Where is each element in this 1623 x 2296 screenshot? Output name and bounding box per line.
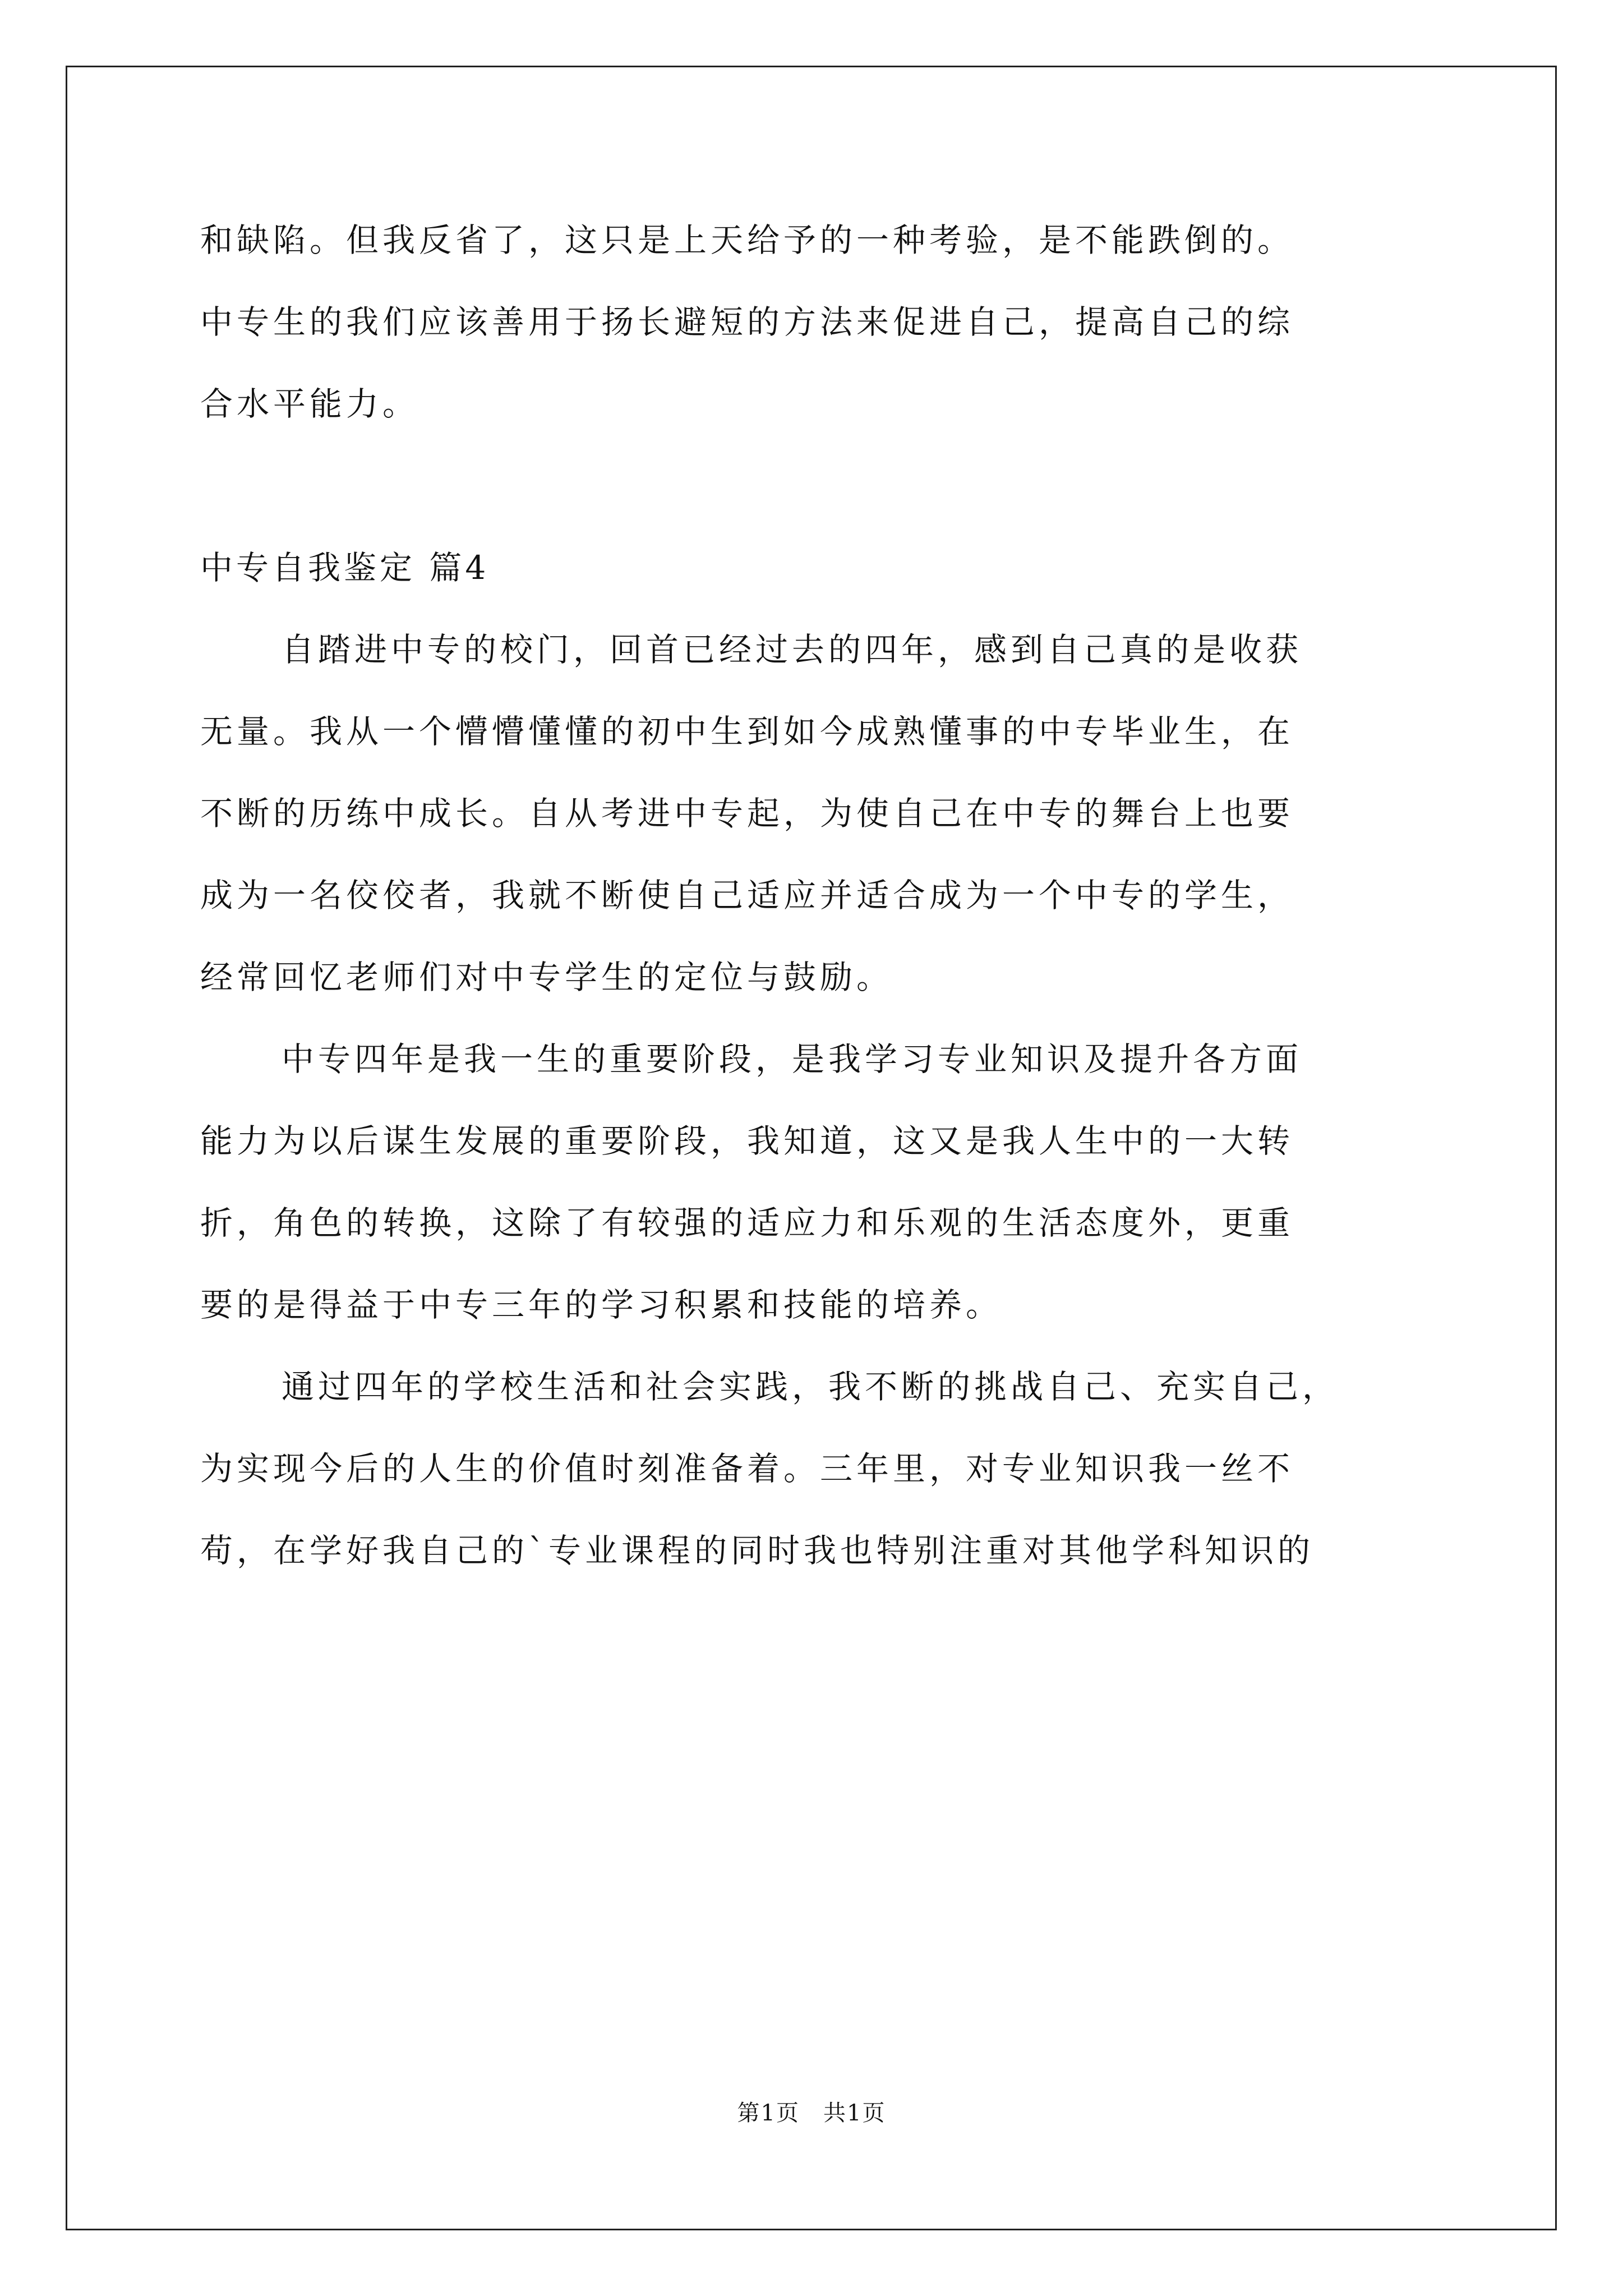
text-line: 和缺陷。但我反省了，这只是上天给予的一种考验，是不能跌倒的。 (200, 221, 1294, 259)
text-line: 经常回忆老师们对中专学生的定位与鼓励。 (200, 958, 893, 996)
text-line: 通过四年的学校生活和社会实践，我不断的挑战自己、充实自己， (282, 1368, 1339, 1406)
section-gap (200, 445, 1434, 527)
document-body (200, 199, 1434, 1591)
text-line: 为实现今后的人生的价值时刻准备着。三年里，对专业知识我一丝不 (200, 1450, 1294, 1488)
text-line: 中专生的我们应该善用于扬长避短的方法来促进自己，提高自己的综 (200, 303, 1294, 341)
section-heading: 中专自我鉴定 篇4 (200, 549, 490, 587)
text-line: 中专四年是我一生的重要阶段，是我学习专业知识及提升各方面 (282, 1040, 1303, 1078)
text-line: 折，角色的转换，这除了有较强的适应力和乐观的生活态度外，更重 (200, 1204, 1294, 1242)
page-footer: 第1页 共1页 (737, 2100, 886, 2126)
text-line: 要的是得益于中专三年的学习积累和技能的培养。 (200, 1286, 1003, 1324)
text-line: 能力为以后谋生发展的重要阶段，我知道，这又是我人生中的一大转 (200, 1122, 1294, 1160)
text-line: 苟，在学好我自己的`专业课程的同时我也特别注重对其他学科知识的 (200, 1531, 1315, 1570)
text-line: 成为一名佼佼者，我就不断使自己适应并适合成为一个中专的学生， (200, 876, 1294, 914)
text-line: 不断的历练中成长。自从考进中专起，为使自己在中专的舞台上也要 (200, 794, 1294, 832)
text-line: 自踏进中专的校门，回首已经过去的四年，感到自己真的是收获 (282, 631, 1303, 669)
text-line: 合水平能力。 (200, 385, 419, 423)
text-line: 无量。我从一个懵懵懂懂的初中生到如今成熟懂事的中专毕业生，在 (200, 712, 1294, 751)
